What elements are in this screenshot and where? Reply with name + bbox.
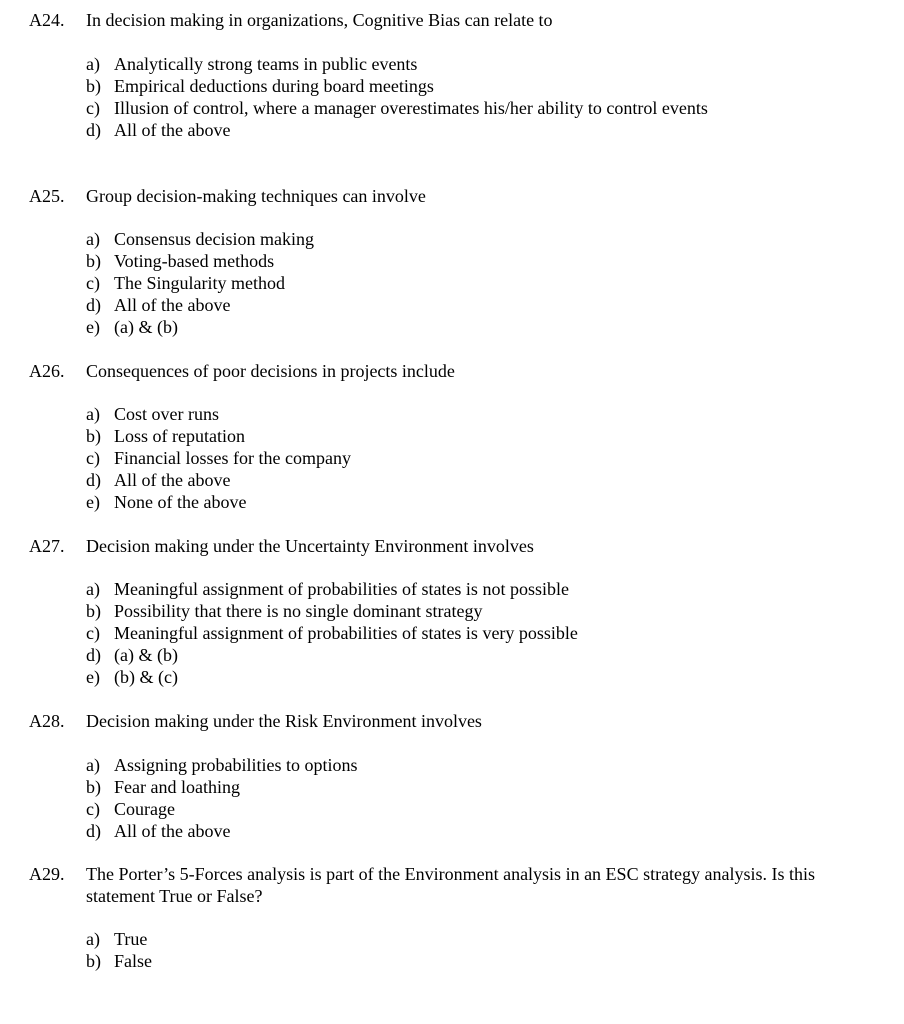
- option-item: [0, 776, 904, 798]
- option-item: [0, 294, 904, 316]
- option-list: [0, 578, 904, 688]
- option-item: [0, 425, 904, 447]
- option-letter: e): [86, 667, 100, 687]
- option-text: (a) & (b): [114, 645, 178, 665]
- option-list: [0, 403, 904, 513]
- option-item: [0, 928, 904, 950]
- option-letter: b): [86, 426, 101, 446]
- option-text: All of the above: [114, 295, 231, 315]
- option-item: [0, 798, 904, 820]
- option-text: Assigning probabilities to options: [114, 755, 358, 775]
- option-list: [0, 53, 904, 141]
- option-text: Illusion of control, where a manager overestimates his/her ability to control events: [114, 98, 708, 118]
- option-letter: c): [86, 623, 100, 643]
- option-item: [0, 75, 904, 97]
- option-text: Possibility that there is no single dominant strategy: [114, 601, 483, 621]
- question-number: A25.: [29, 186, 65, 206]
- option-item: [0, 820, 904, 842]
- option-text: Fear and loathing: [114, 777, 240, 797]
- option-text: Voting-based methods: [114, 251, 275, 271]
- option-text: Meaningful assignment of probabilities of states is very possible: [114, 623, 578, 643]
- option-text: Cost over runs: [114, 404, 219, 424]
- option-letter: c): [86, 98, 100, 118]
- option-text: Financial losses for the company: [114, 448, 351, 468]
- option-letter: b): [86, 951, 101, 971]
- option-letter: c): [86, 273, 100, 293]
- option-text: All of the above: [114, 120, 231, 140]
- option-text: False: [114, 951, 152, 971]
- question-text: Group decision-making techniques can involve: [86, 186, 426, 206]
- option-letter: b): [86, 251, 101, 271]
- option-letter: b): [86, 76, 101, 96]
- option-text: Consensus decision making: [114, 229, 314, 249]
- option-text: The Singularity method: [114, 273, 285, 293]
- option-text: All of the above: [114, 470, 231, 490]
- option-letter: a): [86, 404, 100, 424]
- option-item: [0, 272, 904, 294]
- option-item: [0, 754, 904, 776]
- option-list: [0, 928, 904, 972]
- option-item: [0, 228, 904, 250]
- question-text: Decision making under the Risk Environment involves: [86, 711, 482, 731]
- option-item: [0, 250, 904, 272]
- option-item: [0, 316, 904, 338]
- option-text: (b) & (c): [114, 667, 178, 687]
- option-letter: d): [86, 295, 101, 315]
- option-item: [0, 666, 904, 688]
- option-text: (a) & (b): [114, 317, 178, 337]
- question-number: A29.: [29, 864, 65, 884]
- option-letter: e): [86, 492, 100, 512]
- question-a28: [0, 710, 904, 841]
- option-text: Courage: [114, 799, 175, 819]
- option-letter: d): [86, 821, 101, 841]
- option-letter: d): [86, 645, 101, 665]
- option-item: [0, 447, 904, 469]
- option-letter: a): [86, 54, 100, 74]
- question-a24: [0, 9, 904, 140]
- option-item: [0, 950, 904, 972]
- option-text: True: [114, 929, 148, 949]
- option-item: [0, 578, 904, 600]
- option-list: [0, 228, 904, 338]
- question-number: A28.: [29, 711, 65, 731]
- question-a29: [0, 863, 904, 971]
- option-letter: a): [86, 579, 100, 599]
- option-item: [0, 491, 904, 513]
- question-text: Decision making under the Uncertainty Environment involves: [86, 536, 534, 556]
- option-item: [0, 622, 904, 644]
- option-item: [0, 403, 904, 425]
- option-item: [0, 97, 904, 119]
- option-letter: b): [86, 777, 101, 797]
- option-letter: d): [86, 120, 101, 140]
- option-item: [0, 644, 904, 666]
- option-letter: b): [86, 601, 101, 621]
- question-text: Consequences of poor decisions in projects include: [86, 361, 455, 381]
- option-text: Loss of reputation: [114, 426, 245, 446]
- question-a26: [0, 360, 904, 512]
- option-text: None of the above: [114, 492, 247, 512]
- option-item: [0, 119, 904, 141]
- option-letter: d): [86, 470, 101, 490]
- question-a25: [0, 185, 904, 337]
- option-text: Analytically strong teams in public events: [114, 54, 418, 74]
- option-letter: e): [86, 317, 100, 337]
- option-letter: a): [86, 229, 100, 249]
- question-number: A24.: [29, 10, 65, 30]
- question-number: A26.: [29, 361, 65, 381]
- option-letter: c): [86, 448, 100, 468]
- option-list: [0, 754, 904, 842]
- option-item: [0, 53, 904, 75]
- option-letter: a): [86, 929, 100, 949]
- option-letter: c): [86, 799, 100, 819]
- option-text: Empirical deductions during board meetings: [114, 76, 434, 96]
- question-text: In decision making in organizations, Cognitive Bias can relate to: [86, 10, 553, 30]
- option-item: [0, 600, 904, 622]
- option-item: [0, 469, 904, 491]
- option-letter: a): [86, 755, 100, 775]
- question-number: A27.: [29, 536, 65, 556]
- question-text: The Porter’s 5-Forces analysis is part of the Environment analysis in an ESC strategy analysis. Is this statement True or False?: [86, 864, 816, 906]
- question-a27: [0, 535, 904, 687]
- option-text: All of the above: [114, 821, 231, 841]
- option-text: Meaningful assignment of probabilities of states is not possible: [114, 579, 569, 599]
